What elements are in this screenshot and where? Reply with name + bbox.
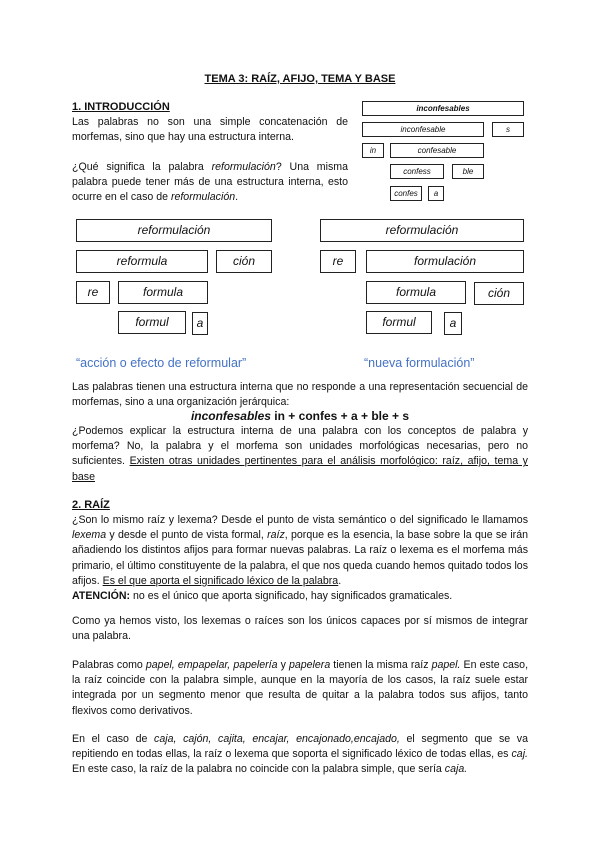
tree-node: reformulación xyxy=(320,219,524,242)
tree-node: confess xyxy=(390,164,444,179)
intro-paragraph-1: Las palabras no son una simple concatenación de morfemas, sino que hay una estructura interna. xyxy=(72,116,348,144)
tree-node: s xyxy=(492,122,524,137)
raiz-heading: 2. RAÍZ xyxy=(72,499,110,511)
tree-node: re xyxy=(76,281,110,304)
page-title: TEMA 3: RAÍZ, AFIJO, TEMA Y BASE xyxy=(204,73,396,85)
tree-node: a xyxy=(444,312,462,335)
tree-node: re xyxy=(320,250,356,273)
tree-node: formul xyxy=(366,311,432,334)
morpheme-formula: inconfesables in + confes + a + ble + s xyxy=(190,409,410,423)
tree-node: inconfesable xyxy=(362,122,484,137)
tree-node: ción xyxy=(216,250,272,273)
raiz-paragraph-1: ¿Son lo mismo raíz y lexema? Desde el punto de vista semántico o del significado le llamamos lexema y desde el punto de vista formal, raíz, porque es la esencia, la base sobre la que se irán añadiendo los distintos afijos para formar nuevas palabras. La raíz o lexema es el morfema más primario, el último constituyente de la palabra, el que nos queda cuando hemos quitado todos los afijos. Es el que aporta el significado léxico de la palabra. ATENCIÓN: no es el único que aporta significado, hay significados gramaticales. xyxy=(72,514,528,603)
tree-node: confesable xyxy=(390,143,484,158)
raiz-paragraph-3: Palabras como papel, empapelar, papelería y papelera tienen la misma raíz papel. En este caso, la raíz coincide con la palabra simple, aunque en la mayoría de los casos, la raíz suele estar integrada por un segmento menor que resulta de quitar a la palabra todos sus afijos, tanto flexivos como derivativos. xyxy=(72,659,529,717)
tree-node: a xyxy=(192,312,208,335)
right-tree-caption: “nueva formulación” xyxy=(364,356,475,370)
raiz-paragraph-4: En el caso de caja, cajón, cajita, encajar, encajonado,encajado, el segmento que se va repitiendo en todas ellas, la raíz o lexema que soporta el significado léxico de todas ellas, es caj. En este caso, la raíz de la palabra no coincide con la palabra simple, que sería caja. xyxy=(72,733,528,776)
tree-node: reformula xyxy=(76,250,208,273)
tree-node: ción xyxy=(474,282,524,305)
left-tree-caption: “acción o efecto de reformular” xyxy=(76,356,247,370)
structure-paragraph-1: Las palabras tienen una estructura interna que no responde a una representación secuencial de morfemas, sino a una organización jerárquica: xyxy=(72,381,528,409)
tree-node: in xyxy=(362,143,384,158)
tree-node: formul xyxy=(118,311,186,334)
tree-node: ble xyxy=(452,164,484,179)
tree-node: reformulación xyxy=(76,219,272,242)
tree-node: inconfesables xyxy=(362,101,524,116)
tree-node: formulación xyxy=(366,250,524,273)
tree-node: a xyxy=(428,186,444,201)
structure-paragraph-2: ¿Podemos explicar la estructura interna de una palabra con los conceptos de palabra y morfema? No, la palabra y el morfema son unidades morfológicas necesarias, pero no suficientes. Existen otras unidades pertinentes para el análisis morfológico: raíz, afijo, tema y base xyxy=(72,425,528,483)
raiz-paragraph-2: Como ya hemos visto, los lexemas o raíces son los únicos capaces por sí mismos de integrar una palabra. xyxy=(72,615,528,643)
intro-heading: 1. INTRODUCCIÓN xyxy=(72,101,170,113)
intro-paragraph-2: ¿Qué significa la palabra reformulación? Una misma palabra puede tener más de una estructura interna, esto ocurre en el caso de reformulación. xyxy=(72,161,348,204)
tree-node: formula xyxy=(118,281,208,304)
tree-node: formula xyxy=(366,281,466,304)
tree-node: confes xyxy=(390,186,422,201)
